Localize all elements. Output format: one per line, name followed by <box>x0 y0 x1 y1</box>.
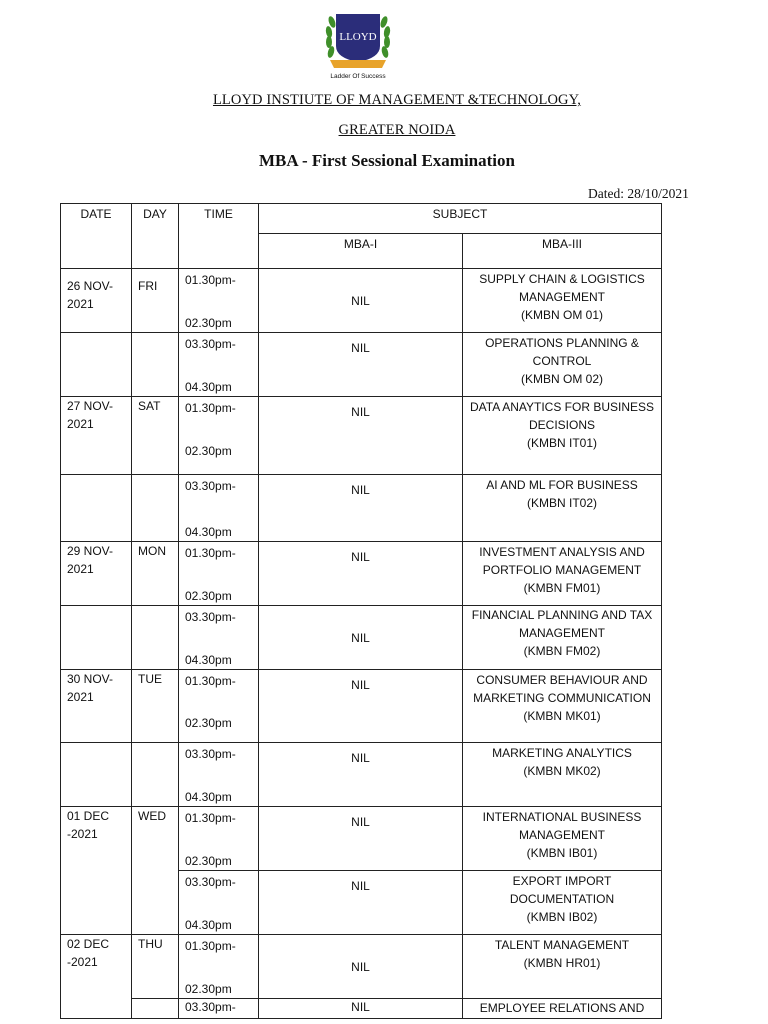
day-cell: THU <box>132 935 179 999</box>
date-cell: 26 NOV-2021 <box>61 269 132 333</box>
time-end: 04.30pm <box>185 380 232 394</box>
table-row <box>61 807 662 871</box>
day-cell: WED <box>132 807 179 935</box>
mba1-cell: NIL <box>259 475 463 542</box>
mba1-cell: NIL <box>259 935 463 999</box>
time-cell <box>179 670 259 743</box>
col-header-subject: SUBJECT <box>259 204 662 234</box>
date-cell: 02 DEC -2021 <box>61 935 132 1019</box>
col-header-mba1: MBA-I <box>259 234 463 269</box>
subject-name: MARKETING ANALYTICS <box>492 746 632 760</box>
table-row <box>61 542 662 606</box>
lloyd-logo <box>322 8 394 80</box>
exam-schedule-table <box>60 203 662 1019</box>
table-row <box>61 269 662 333</box>
time-cell <box>179 606 259 670</box>
time-cell <box>179 475 259 542</box>
mba3-cell <box>463 999 662 1019</box>
mba1-cell: NIL <box>259 743 463 807</box>
mba1-cell: NIL <box>259 670 463 743</box>
table-row <box>61 475 662 542</box>
time-start: 01.30pm- <box>185 674 236 688</box>
subject-code: (KMBN IT01) <box>526 436 597 450</box>
subject-name: CONSUMER BEHAVIOUR AND MARKETING COMMUNICATION <box>473 673 651 705</box>
day-cell <box>132 475 179 542</box>
table-row <box>61 606 662 670</box>
col-header-date: DATE <box>61 204 132 269</box>
table-row <box>61 333 662 397</box>
mba3-cell <box>463 542 662 606</box>
mba3-cell <box>463 670 662 743</box>
institute-name: LLOYD INSTIUTE OF MANAGEMENT &TECHNOLOGY, <box>212 92 582 108</box>
time-cell <box>179 269 259 333</box>
date-cell: 01 DEC -2021 <box>61 807 132 935</box>
subject-name: INTERNATIONAL BUSINESS MANAGEMENT <box>482 810 642 842</box>
logo-tagline: Ladder Of Success <box>330 73 386 80</box>
time-start: 03.30pm- <box>185 479 236 493</box>
table-row <box>61 999 662 1019</box>
table-row <box>61 670 662 743</box>
col-header-time: TIME <box>179 204 259 269</box>
day-cell <box>132 743 179 807</box>
date-cell: 29 NOV-2021 <box>61 542 132 606</box>
subject-name: OPERATIONS PLANNING & CONTROL <box>485 336 639 368</box>
day-cell <box>132 333 179 397</box>
subject-code: (KMBN FM02) <box>523 644 601 658</box>
logo-text: LLOYD <box>339 31 377 43</box>
time-start: 01.30pm- <box>185 939 236 953</box>
subject-code: (KMBN IT02) <box>526 496 597 510</box>
table-row <box>61 397 662 475</box>
time-cell <box>179 807 259 871</box>
subject-code: (KMBN IB01) <box>526 846 598 860</box>
subject-code: (KMBN OM 01) <box>520 308 603 322</box>
col-header-day: DAY <box>132 204 179 269</box>
day-cell: MON <box>132 542 179 606</box>
mba1-cell: NIL <box>259 333 463 397</box>
exam-title: MBA - First Sessional Examination <box>259 151 515 170</box>
date-cell: 27 NOV-2021 <box>61 397 132 475</box>
subject-code: (KMBN MK02) <box>523 764 601 778</box>
date-cell <box>61 333 132 397</box>
time-start: 01.30pm- <box>185 811 236 825</box>
subject-name: INVESTMENT ANALYSIS AND PORTFOLIO MANAGEMENT <box>479 545 645 577</box>
subject-code: (KMBN IB02) <box>526 910 598 924</box>
mba3-cell <box>463 743 662 807</box>
day-cell: SAT <box>132 397 179 475</box>
time-end: 02.30pm <box>185 854 232 868</box>
mba3-cell <box>463 606 662 670</box>
dated-label: Dated: 28/10/2021 <box>588 186 689 201</box>
date-cell <box>61 743 132 807</box>
subject-name: EMPLOYEE RELATIONS AND <box>479 1001 645 1015</box>
time-cell <box>179 333 259 397</box>
mba3-cell <box>463 935 662 999</box>
day-cell <box>132 606 179 670</box>
subject-name: EXPORT IMPORT DOCUMENTATION <box>509 874 615 906</box>
time-cell <box>179 542 259 606</box>
mba3-cell <box>463 333 662 397</box>
time-start: 03.30pm- <box>185 337 236 351</box>
mba1-cell: NIL <box>259 269 463 333</box>
time-start: 03.30pm- <box>185 747 236 761</box>
day-cell <box>132 999 179 1019</box>
subject-name: SUPPLY CHAIN & LOGISTICS MANAGEMENT <box>479 272 645 304</box>
mba1-cell: NIL <box>259 999 463 1019</box>
mba3-cell <box>463 475 662 542</box>
mba3-cell <box>463 807 662 871</box>
table-row <box>61 935 662 999</box>
time-end: 02.30pm <box>185 589 232 603</box>
time-end: 04.30pm <box>185 525 232 539</box>
time-cell <box>179 935 259 999</box>
subject-name: DATA ANAYTICS FOR BUSINESS DECISIONS <box>469 400 655 432</box>
time-start: 03.30pm- <box>185 1000 236 1014</box>
time-end: 02.30pm <box>185 316 232 330</box>
time-end: 04.30pm <box>185 653 232 667</box>
mba1-cell: NIL <box>259 397 463 475</box>
day-cell: FRI <box>132 269 179 333</box>
time-end: 02.30pm <box>185 982 232 996</box>
mba3-cell <box>463 269 662 333</box>
subject-code: (KMBN OM 02) <box>520 372 603 386</box>
time-end: 02.30pm <box>185 716 232 730</box>
day-cell: TUE <box>132 670 179 743</box>
date-cell: 30 NOV-2021 <box>61 670 132 743</box>
subject-name: TALENT MANAGEMENT <box>494 938 630 952</box>
time-start: 01.30pm- <box>185 273 236 287</box>
time-cell <box>179 999 259 1019</box>
time-start: 01.30pm- <box>185 546 236 560</box>
subject-name: AI AND ML FOR BUSINESS <box>486 478 638 492</box>
mba1-cell: NIL <box>259 871 463 935</box>
table-row <box>61 743 662 807</box>
time-cell <box>179 871 259 935</box>
date-cell <box>61 475 132 542</box>
table-header-row <box>61 204 662 234</box>
subject-name: FINANCIAL PLANNING AND TAX MANAGEMENT <box>471 608 653 640</box>
subject-code: (KMBN FM01) <box>523 581 601 595</box>
mba1-cell: NIL <box>259 807 463 871</box>
time-start: 03.30pm- <box>185 875 236 889</box>
time-start: 03.30pm- <box>185 610 236 624</box>
mba3-cell <box>463 871 662 935</box>
date-cell <box>61 606 132 670</box>
mba3-cell <box>463 397 662 475</box>
subject-code: (KMBN MK01) <box>523 709 601 723</box>
mba1-cell: NIL <box>259 542 463 606</box>
col-header-mba3: MBA-III <box>463 234 662 269</box>
institute-city: GREATER NOIDA <box>338 122 456 138</box>
time-cell <box>179 743 259 807</box>
time-end: 04.30pm <box>185 918 232 932</box>
time-cell <box>179 397 259 475</box>
time-end: 04.30pm <box>185 790 232 804</box>
mba1-cell: NIL <box>259 606 463 670</box>
time-start: 01.30pm- <box>185 401 236 415</box>
time-end: 02.30pm <box>185 444 232 458</box>
subject-code: (KMBN HR01) <box>523 956 601 970</box>
